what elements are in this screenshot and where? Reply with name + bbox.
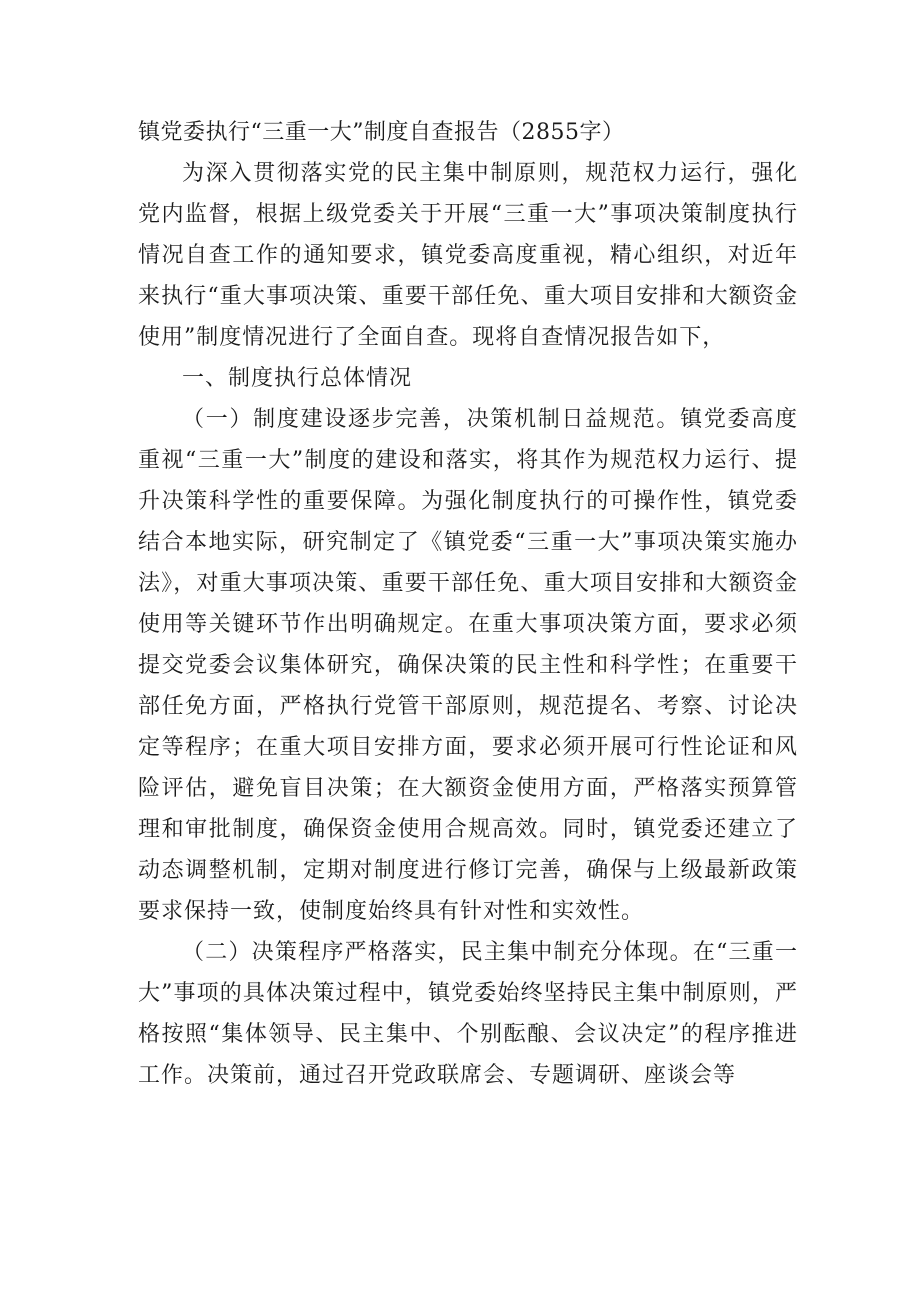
body-paragraph-1: （一）制度建设逐步完善，决策机制日益规范。镇党委高度重视“三重一大”制度的建设和落实，将其作为规范权力运行、提升决策科学性的重要保障。为强化制度执行的可操作性，镇党委结合本地实际，研究制定了《镇党委“三重一大”事项决策实施办法》，对重大事项决策、重要干部任免、重大项目安排和大额资金使用等关键环节作出明确规定。在重大事项决策方面，要求必须提交党委会议集体研究，确保决策的民主性和科学性；在重要干部任免方面，严格执行党管干部原则，规范提名、考察、讨论决定等程序；在重大项目安排方面，要求必须开展可行性论证和风险评估，避免盲目决策；在大额资金使用方面，严格落实预算管理和审批制度，确保资金使用合规高效。同时，镇党委还建立了动态调整机制，定期对制度进行修订完善，确保与上级最新政策要求保持一致，使制度始终具有针对性和实效性。 [138, 407, 798, 924]
document-body [138, 113, 798, 1096]
section-heading: 一、制度执行总体情况 [182, 366, 413, 391]
intro-paragraph: 为深入贯彻落实党的民主集中制原则，规范权力运行，强化党内监督，根据上级党委关于开展“三重一大”事项决策制度执行情况自查工作的通知要求，镇党委高度重视，精心组织，对近年来执行“重大事项决策、重要干部任免、重大项目安排和大额资金使用”制度情况进行了全面自查。现将自查情况报告如下， [138, 161, 798, 350]
body-paragraph-2: （二）决策程序严格落实，民主集中制充分体现。在“三重一大”事项的具体决策过程中，镇党委始终坚持民主集中制原则，严格按照“集体领导、民主集中、个别酝酿、会议决定”的程序推进工作。决策前，通过召开党政联席会、专题调研、座谈会等 [138, 940, 798, 1088]
document-title: 镇党委执行“三重一大”制度自查报告（2855字） [138, 120, 625, 145]
